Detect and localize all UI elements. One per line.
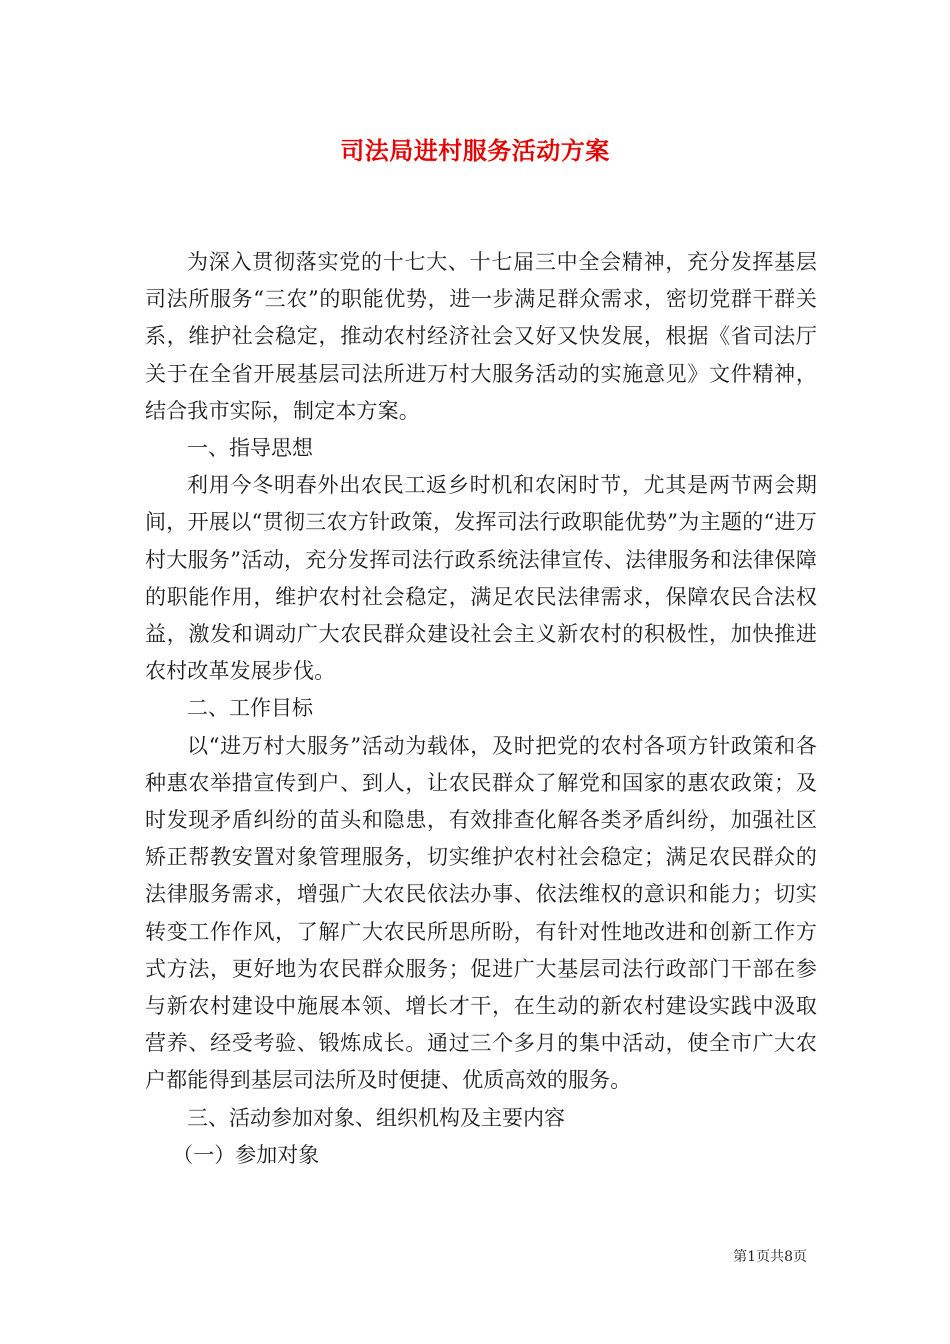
section-heading-guiding-thought: 一、指导思想 (187, 436, 313, 461)
intro-paragraph: 为深入贯彻落实党的十七大、十七届三中全会精神，充分发挥基层司法所服务“三农”的职能优势，进一步满足群众需求，密切党群干群关系，维护社会稳定，推动农村经济社会又好又快发展，根据《省司法厅关于在全省开展基层司法所进万村大服务活动的实施意见》文件精神，结合我市实际，制定本方案。 (145, 250, 817, 423)
section-heading-participants-organization: 三、活动参加对象、组织机构及主要内容 (187, 1105, 565, 1130)
page-number: 第1页共8页 (733, 1249, 807, 1265)
document-title: 司法局进村服务活动方案 (340, 136, 610, 165)
subsection-heading-participants: （一）参加对象 (172, 1142, 320, 1167)
section-heading-work-goals: 二、工作目标 (187, 696, 313, 721)
document-body (145, 244, 817, 1174)
work-goals-paragraph: 以“进万村大服务”活动为载体，及时把党的农村各项方针政策和各种惠农举措宣传到户、到人，让农民群众了解党和国家的惠农政策；及时发现矛盾纠纷的苗头和隐患，有效排查化解各类矛盾纠纷，加强社区矫正帮教安置对象管理服务，切实维护农村社会稳定；满足农民群众的法律服务需求，增强广大农民依法办事、依法维权的意识和能力；切实转变工作作风，了解广大农民所思所盼，有针对性地改进和创新工作方式方法，更好地为农民群众服务；促进广大基层司法行政部门干部在参与新农村建设中施展本领、增长才干，在生动的新农村建设实践中汲取营养、经受考验、锻炼成长。通过三个多月的集中活动，使全市广大农户都能得到基层司法所及时便捷、优质高效的服务。 (145, 733, 817, 1093)
guiding-thought-paragraph: 利用今冬明春外出农民工返乡时机和农闲时节，尤其是两节两会期间，开展以“贯彻三农方针政策，发挥司法行政职能优势”为主题的“进万村大服务”活动，充分发挥司法行政系统法律宣传、法律服务和法律保障的职能作用，维护农村社会稳定，满足农民法律需求，保障农民合法权益，激发和调动广大农民群众建设社会主义新农村的积极性，加快推进农村改革发展步伐。 (145, 473, 817, 684)
